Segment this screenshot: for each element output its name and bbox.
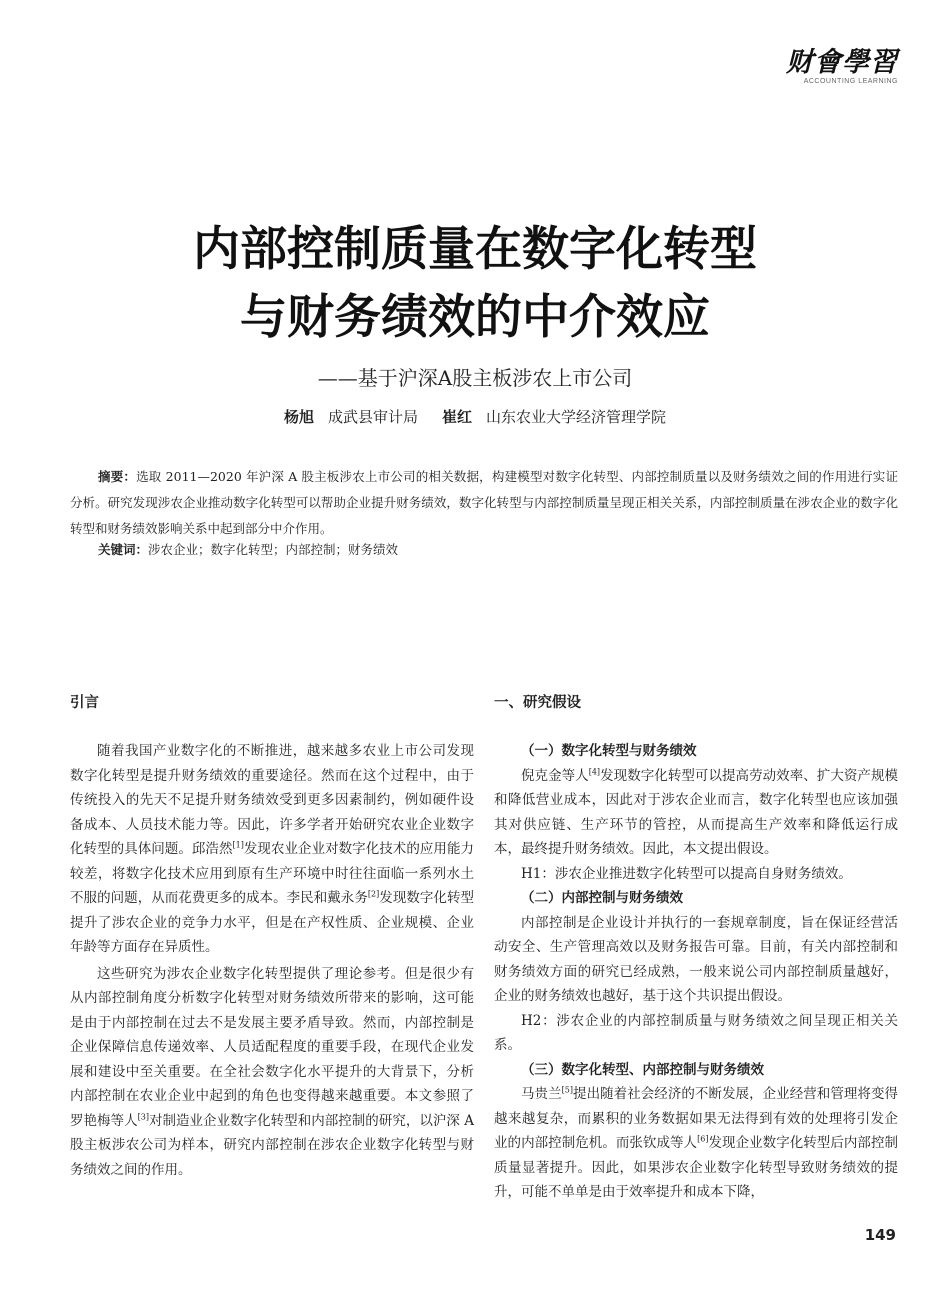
keywords <box>98 540 398 560</box>
journal-logo <box>786 48 898 85</box>
text-run: 发现农业企业对数字化技术的应用能力较差，将数字化技术应用到原有生产环境中时往往面临一系列水土不服的问题，从而花费更多的成本。李民和戴永务 <box>70 841 475 906</box>
paragraph <box>70 739 474 960</box>
subsection-heading: （一）数字化转型与财务绩效 <box>521 743 697 759</box>
right-column <box>494 739 898 1205</box>
text-run: 对制造业企业数字化转型和内部控制的研究，以沪深 A 股主板涉农公司为样本，研究内部控制在涉农企业数字化转型与财务绩效之间的作用。 <box>70 1112 475 1178</box>
author-name: 杨旭 <box>283 408 314 426</box>
left-column <box>70 739 474 1182</box>
author-affiliation: 成武县审计局 <box>327 408 418 426</box>
subsection-heading: （二）内部控制与财务绩效 <box>521 890 683 906</box>
text-run: 发现企业数字化转型后内部控制质量显著提升。因此，如果涉农企业数字化转型导致财务绩效的提升，可能不单单是由于效率提升和成本下降， <box>494 1135 899 1200</box>
text-run: 倪克金等人 <box>521 767 589 784</box>
citation: [1] <box>232 840 244 850</box>
journal-subtitle: ACCOUNTING LEARNING <box>803 78 898 85</box>
text-run: 提出随着社会经济的不断发展，企业经营和管理将变得越来越复杂，而累积的业务数据如果无法得到有效的处理将引发企业的内部控制危机。而张钦成等人 <box>494 1086 899 1151</box>
paragraph: 内部控制是企业设计并执行的一套规章制度，旨在保证经营活动安全、生产管理高效以及财务报告可靠。目前，有关内部控制和财务绩效方面的研究已经成熟，一般来说公司内部控制质量越好，企业的财务绩效也越好，基于这个共识提出假设。 <box>494 914 898 1004</box>
text-run: 这些研究为涉农企业数字化转型提供了理论参考。但是很少有从内部控制角度分析数字化转型对财务绩效所带来的影响，这可能是由于内部控制在过去不是发展主要矛盾导致。然而，内部控制是企业保障信息传递效率、人员适配程度的重要手段，在现代企业发展和建设中至关重要。在全社会数字化水平提升的大背景下，分析内部控制在农业企业中起到的角色也变得越来越重要。本文参照了罗艳梅等人 <box>70 965 474 1129</box>
section-heading-intro: 引言 <box>70 695 99 711</box>
hypothesis-h1: H1：涉农企业推进数字化转型可以提高自身财务绩效。 <box>521 865 852 882</box>
text-run: 发现数字化转型可以提高劳动效率、扩大资产规模和降低营业成本，因此对于涉农企业而言，数字化转型也应该加强其对供应链、生产环节的管控，从而提高生产效率和降低运行成本，最终提升财务绩效。因此，本文提出假设。 <box>494 767 899 857</box>
paragraph <box>494 764 898 862</box>
text-run: 随着我国产业数字化的不断推进，越来越多农业上市公司发现数字化转型是提升财务绩效的重要途径。然而在这个过程中，由于传统投入的先天不足提升财务绩效受到更多因素制约，例如硬件设备成本、人员技术能力等。因此，许多学者开始研究农业企业数字化转型的具体问题。邱浩然 <box>70 743 474 857</box>
paragraph <box>70 962 474 1183</box>
journal-name: 财會學習 <box>786 47 898 78</box>
section-heading-hypotheses: 一、研究假设 <box>494 695 581 711</box>
paper-title-line-2: 与财务绩效的中介效应 <box>240 290 710 345</box>
citation: [5] <box>561 1085 573 1095</box>
author-affiliation: 山东农业大学经济管理学院 <box>486 408 667 426</box>
paper-subtitle: ——基于沪深A股主板涉农上市公司 <box>317 366 633 390</box>
abstract-text: 选取 2011—2020 年沪深 A 股主板涉农上市公司的相关数据，构建模型对数字化转型、内部控制质量以及财务绩效之间的作用进行实证分析。研究发现涉农企业推动数字化转型可以帮助企业提升财务绩效，数字化转型与内部控制质量呈现正相关关系，内部控制质量在涉农企业的数字化转型和财务绩效影响关系中起到部分中介作用。 <box>70 469 898 536</box>
citation: [3] <box>137 1112 149 1121</box>
paper-title-line-1: 内部控制质量在数字化转型 <box>193 222 757 277</box>
citation: [4] <box>588 767 601 776</box>
text-run: 发现数字化转型提升了涉农企业的竞争力水平，但是在产权性质、企业规模、企业年龄等方面存在异质性。 <box>70 890 475 955</box>
citation: [6] <box>697 1134 709 1144</box>
author-name: 崔红 <box>442 408 473 426</box>
page-number: 149 <box>864 1226 896 1244</box>
author-line <box>0 406 950 427</box>
subsection-heading: （三）数字化转型、内部控制与财务绩效 <box>521 1061 764 1078</box>
abstract <box>70 464 898 542</box>
text-run: 马贵兰 <box>521 1086 562 1102</box>
abstract-label: 摘要： <box>98 469 137 484</box>
citation: [2] <box>367 889 380 899</box>
hypothesis-h2: H2：涉农企业的内部控制质量与财务绩效之间呈现正相关关系。 <box>494 1012 898 1053</box>
keywords-label: 关键词： <box>98 542 149 557</box>
keywords-text: 涉农企业；数字化转型；内部控制；财务绩效 <box>148 542 399 557</box>
paragraph <box>494 1082 898 1205</box>
